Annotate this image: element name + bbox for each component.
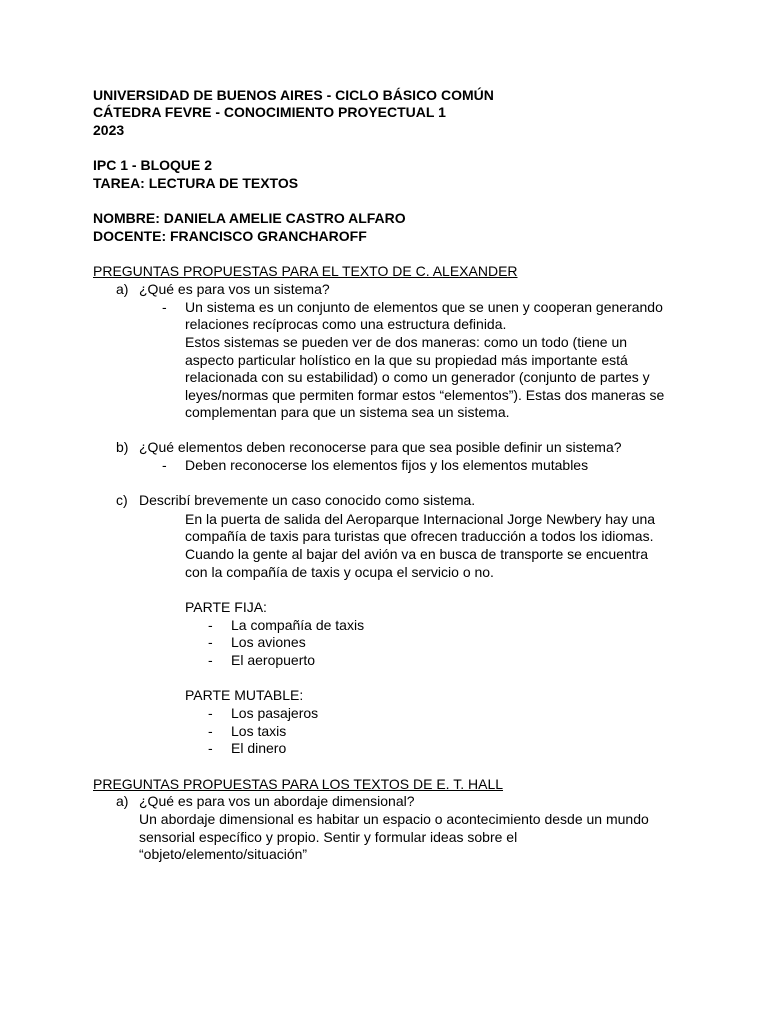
section2-title: PREGUNTAS PROPUESTAS PARA LOS TEXTOS DE E. T. HALL xyxy=(93,776,504,792)
fixed-bullet: - xyxy=(208,652,213,668)
q1c-marker: c) xyxy=(116,492,128,508)
fixed-item: Los aviones xyxy=(231,634,306,650)
mutable-part-title: PARTE MUTABLE: xyxy=(185,687,304,703)
q1c-answer-line: con la compañía de taxis y ocupa el servicio o no. xyxy=(185,564,494,580)
q1a-answer-line: Un sistema es un conjunto de elementos que se unen y cooperan generando xyxy=(185,299,663,315)
fixed-bullet: - xyxy=(208,617,213,633)
q1a-bullet: - xyxy=(162,299,167,315)
section1-title: PREGUNTAS PROPUESTAS PARA EL TEXTO DE C. ALEXANDER xyxy=(93,263,518,279)
mutable-bullet: - xyxy=(208,740,213,756)
q2a-answer-line: Un abordaje dimensional es habitar un espacio o acontecimiento desde un mundo xyxy=(139,811,649,827)
mutable-item: Los pasajeros xyxy=(231,705,319,721)
fixed-item: El aeropuerto xyxy=(231,652,316,668)
fixed-part-title: PARTE FIJA: xyxy=(185,599,267,615)
q1c-question: Describí brevemente un caso conocido como sistema. xyxy=(139,492,476,508)
q1c-answer-line: En la puerta de salida del Aeroparque Internacional Jorge Newbery hay una xyxy=(185,511,656,527)
q2a-marker: a) xyxy=(116,793,129,809)
q1a-marker: a) xyxy=(116,281,129,297)
q1b-question: ¿Qué elementos deben reconocerse para que sea posible definir un sistema? xyxy=(139,439,622,455)
q1a-question: ¿Qué es para vos un sistema? xyxy=(139,281,330,297)
tarea-line: TAREA: LECTURA DE TEXTOS xyxy=(93,175,299,191)
docente-line: DOCENTE: FRANCISCO GRANCHAROFF xyxy=(93,228,367,244)
mutable-bullet: - xyxy=(208,723,213,739)
mutable-bullet: - xyxy=(208,705,213,721)
q1b-answer: Deben reconocerse los elementos fijos y los elementos mutables xyxy=(185,457,589,473)
q2a-question: ¿Qué es para vos un abordaje dimensional? xyxy=(139,793,415,809)
catedra-line: CÁTEDRA FEVRE - CONOCIMIENTO PROYECTUAL 1 xyxy=(93,104,446,120)
q1b-bullet: - xyxy=(162,457,167,473)
q2a-answer-line: “objeto/elemento/situación” xyxy=(139,846,308,862)
q1a-answer-line: relaciones recíprocas como una estructura definida. xyxy=(185,316,507,332)
q1a-answer-line: complementan para que un sistema sea un sistema. xyxy=(185,404,510,420)
q1b-marker: b) xyxy=(116,439,129,455)
q1c-answer-line: compañía de taxis para turistas que ofrecen traducción a todos los idiomas. xyxy=(185,528,654,544)
q1a-answer-line: leyes/normas que permiten formar estos “elementos”). Estas dos maneras se xyxy=(185,387,665,403)
university-line: UNIVERSIDAD DE BUENOS AIRES - CICLO BÁSICO COMÚN xyxy=(93,87,494,103)
year-line: 2023 xyxy=(93,122,125,138)
q2a-answer-line: sensorial específico y propio. Sentir y formular ideas sobre el xyxy=(139,829,518,845)
mutable-item: El dinero xyxy=(231,740,287,756)
q1a-answer-line: aspecto particular holístico en la que su propiedad más importante está xyxy=(185,352,628,368)
q1c-answer-line: Cuando la gente al bajar del avión va en busca de transporte se encuentra xyxy=(185,546,649,562)
ipc-line: IPC 1 - BLOQUE 2 xyxy=(93,157,213,173)
mutable-item: Los taxis xyxy=(231,723,287,739)
fixed-item: La compañía de taxis xyxy=(231,617,365,633)
q1a-answer-line: relacionada con su estabilidad) o como un generador (conjunto de partes y xyxy=(185,369,650,385)
fixed-bullet: - xyxy=(208,634,213,650)
q1a-answer-line: Estos sistemas se pueden ver de dos maneras: como un todo (tiene un xyxy=(185,334,628,350)
nombre-line: NOMBRE: DANIELA AMELIE CASTRO ALFARO xyxy=(93,210,406,226)
